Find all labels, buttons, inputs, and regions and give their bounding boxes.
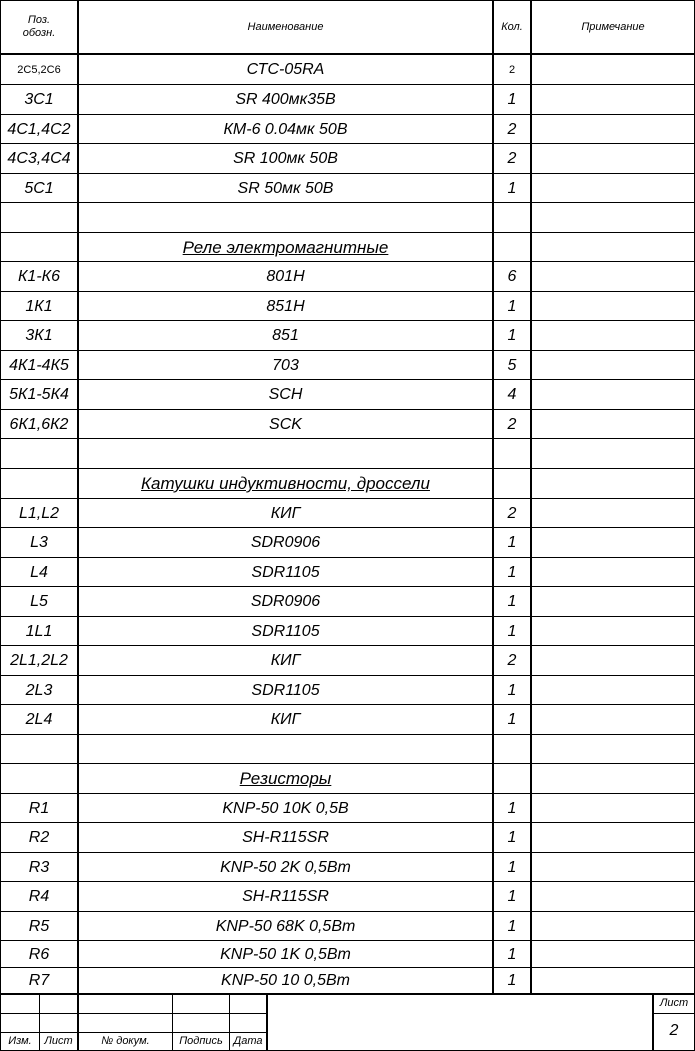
section-heading: Резисторы [239,769,332,788]
table-row [1,912,694,941]
row-divider [1,967,694,968]
quantity-cell [494,735,530,764]
position-cell: R7 [28,971,50,989]
header-position: Поз. обозн. [22,14,56,39]
note-cell [532,85,694,115]
position-cell: 6К1,6К2 [9,415,69,433]
position-cell: 4С3,4С4 [7,150,71,167]
header-name: Наименование [247,20,324,33]
note-cell [532,469,694,499]
header-quantity: Кол. [501,20,523,33]
quantity-cell: 1 [507,327,517,344]
section-heading: Реле электромагнитные [182,237,389,257]
row-divider [1,704,694,705]
position-cell [1,233,77,262]
name-cell [79,203,492,233]
row-divider [1,616,694,617]
row-divider [1,291,694,292]
row-divider [1,143,694,144]
position-cell [1,764,77,794]
name-cell: 851 [272,327,299,344]
name-cell: KNP-50 68K 0,5Вт [215,917,356,935]
position-cell: L4 [30,563,48,581]
doc-number-label: № докум. [101,1035,150,1047]
row-divider [1,438,694,439]
table-row [1,292,694,321]
name-cell: SH-R115SR [242,829,329,846]
column-divider [77,1,79,993]
table-row [1,853,694,882]
position-cell [1,439,77,469]
name-cell: SCK [269,415,302,433]
note-cell [532,558,694,587]
column-divider [530,1,532,993]
name-cell: SDR1105 [251,563,320,581]
note-cell [532,321,694,351]
quantity-cell: 1 [507,593,517,610]
signature-label: Подпись [179,1035,223,1047]
table-header [1,1,694,53]
name-cell: SDR1105 [251,622,320,640]
row-divider [1,881,694,882]
izm-label: Изм. [8,1035,32,1047]
table-row [1,705,694,735]
position-cell: R5 [28,917,50,935]
position-cell: R2 [28,829,50,846]
note-cell [532,705,694,735]
quantity-cell: 4 [507,386,517,403]
quantity-cell [494,203,530,233]
note-cell [532,380,694,410]
position-cell: 5К1-5К4 [9,386,69,403]
position-cell: 4С1,4С2 [7,120,71,138]
name-cell: СТС-05RA [246,61,325,78]
name-cell: 851Н [266,297,305,315]
quantity-cell: 1 [507,91,517,108]
note-cell [532,292,694,321]
row-divider [1,734,694,735]
position-cell: L3 [30,534,48,551]
note-cell [532,439,694,469]
note-cell [532,528,694,558]
quantity-cell: 1 [507,681,517,699]
position-cell: 3К1 [25,327,53,344]
quantity-cell [494,439,530,469]
position-cell [1,735,77,764]
table-row [1,85,694,115]
title-block [1,993,694,1050]
name-cell: 703 [272,356,299,374]
row-divider [1,173,694,174]
name-cell: КМ-6 0.04мк 50В [223,120,348,138]
row-divider [1,911,694,912]
header-note: Примечание [581,20,645,33]
table-row [1,823,694,853]
note-cell [532,174,694,203]
row-divider [1,468,694,469]
position-cell: R4 [28,888,50,905]
name-cell: KNP-50 10K 0,5В [222,799,349,817]
quantity-cell: 2 [507,415,517,433]
name-cell: SR 50мк 50В [237,179,334,197]
section-heading: Катушки индуктивности, дроссели [141,474,430,493]
position-cell: 4К1-4К5 [9,356,69,374]
empty-row [1,203,694,233]
name-cell: SR 100мк 50В [233,150,338,167]
quantity-cell [494,764,530,794]
row-divider [1,852,694,853]
section-heading-row [1,233,694,262]
position-cell: 1L1 [25,622,53,640]
row-divider [1,793,694,794]
table-row [1,499,694,528]
quantity-cell: 2 [507,652,517,669]
name-cell: KNP-50 10 0,5Вт [221,971,350,989]
note-cell [532,351,694,380]
position-cell: 5С1 [24,179,54,197]
table-row [1,262,694,292]
table-row [1,676,694,705]
position-cell: 3С1 [24,91,54,108]
table-row [1,115,694,144]
date-label: Дата [233,1035,263,1047]
section-heading-row [1,764,694,794]
table-row [1,617,694,646]
position-cell: R3 [28,858,50,876]
note-cell [532,941,694,968]
position-cell: L5 [30,593,48,610]
name-cell: SR 400мк35В [235,91,336,108]
name-cell: SH-R115SR [242,888,329,905]
row-divider [1,586,694,587]
quantity-cell: 2 [507,504,517,522]
row-divider [1,84,694,85]
position-cell [1,203,77,233]
note-cell [532,55,694,85]
table-row [1,882,694,912]
note-cell [532,233,694,262]
name-cell [79,439,492,469]
row-divider [1,557,694,558]
table-row [1,558,694,587]
table-row [1,968,694,993]
note-cell [532,735,694,764]
note-cell [532,115,694,144]
name-cell: SDR1105 [251,681,320,699]
note-cell [532,144,694,174]
name-cell: SDR0906 [250,534,321,551]
table-row [1,144,694,174]
quantity-cell: 1 [507,858,517,876]
note-cell [532,262,694,292]
quantity-cell: 1 [507,622,517,640]
table-row [1,380,694,410]
position-cell: 2С5,2С6 [17,64,61,76]
quantity-cell: 1 [507,297,517,315]
quantity-cell: 1 [507,563,517,581]
table-row [1,410,694,439]
quantity-cell: 1 [507,888,517,905]
quantity-cell [494,233,530,262]
row-divider [1,763,694,764]
quantity-cell [494,469,530,499]
row-divider [1,527,694,528]
table-row [1,646,694,676]
row-divider [1,261,694,262]
table-row [1,941,694,968]
sheet-label: Лист [659,997,689,1009]
table-row [1,528,694,558]
name-cell: КИГ [270,652,301,669]
note-cell [532,912,694,941]
note-cell [532,882,694,912]
position-cell: 1К1 [25,297,53,315]
note-cell [532,823,694,853]
row-divider [1,940,694,941]
row-divider [1,320,694,321]
quantity-cell: 1 [507,829,517,846]
quantity-cell: 1 [507,534,517,551]
position-cell: К1-К6 [18,268,60,285]
name-cell: SCH [268,386,303,403]
row-divider [1,498,694,499]
quantity-cell: 1 [507,179,517,197]
row-divider [1,114,694,115]
position-cell: L1,L2 [18,504,60,522]
note-cell [532,617,694,646]
list-label: Лист [44,1035,73,1047]
row-divider [1,409,694,410]
quantity-cell: 5 [507,356,517,374]
name-cell: SDR0906 [250,593,321,610]
row-divider [1,232,694,233]
position-cell: 2L4 [25,711,53,728]
section-heading-row [1,469,694,499]
row-divider [1,379,694,380]
quantity-cell: 6 [507,268,517,285]
name-cell: КИГ [270,504,301,522]
note-cell [532,676,694,705]
note-cell [532,410,694,439]
position-cell: R1 [28,799,50,817]
sheet-number: 2 [669,1022,679,1039]
empty-row [1,439,694,469]
table-row [1,321,694,351]
position-cell: 2L3 [25,681,53,699]
position-cell: 2L1,2L2 [10,652,68,669]
quantity-cell: 1 [507,945,517,963]
row-divider [1,822,694,823]
note-cell [532,968,694,993]
quantity-cell: 2 [507,120,517,138]
name-cell: 801Н [266,268,305,285]
name-cell [79,735,492,764]
note-cell [532,499,694,528]
note-cell [532,794,694,823]
table-row [1,174,694,203]
quantity-cell: 1 [507,971,517,989]
quantity-cell: 1 [507,711,517,728]
empty-row [1,735,694,764]
table-row [1,351,694,380]
position-cell: R6 [28,945,50,963]
table-row [1,794,694,823]
table-row [1,587,694,617]
row-divider [1,350,694,351]
quantity-cell: 2 [508,64,516,76]
row-divider [1,202,694,203]
note-cell [532,853,694,882]
name-cell: KNP-50 2K 0,5Вт [220,858,351,876]
name-cell: KNP-50 1K 0,5Вт [220,945,351,963]
note-cell [532,646,694,676]
quantity-cell: 1 [507,917,517,935]
note-cell [532,203,694,233]
quantity-cell: 1 [507,799,517,817]
row-divider [1,645,694,646]
note-cell [532,764,694,794]
position-cell [1,469,77,499]
column-divider [492,1,494,993]
quantity-cell: 2 [507,150,517,167]
note-cell [532,587,694,617]
row-divider [1,675,694,676]
name-cell: КИГ [270,711,301,728]
table-row [1,55,694,85]
